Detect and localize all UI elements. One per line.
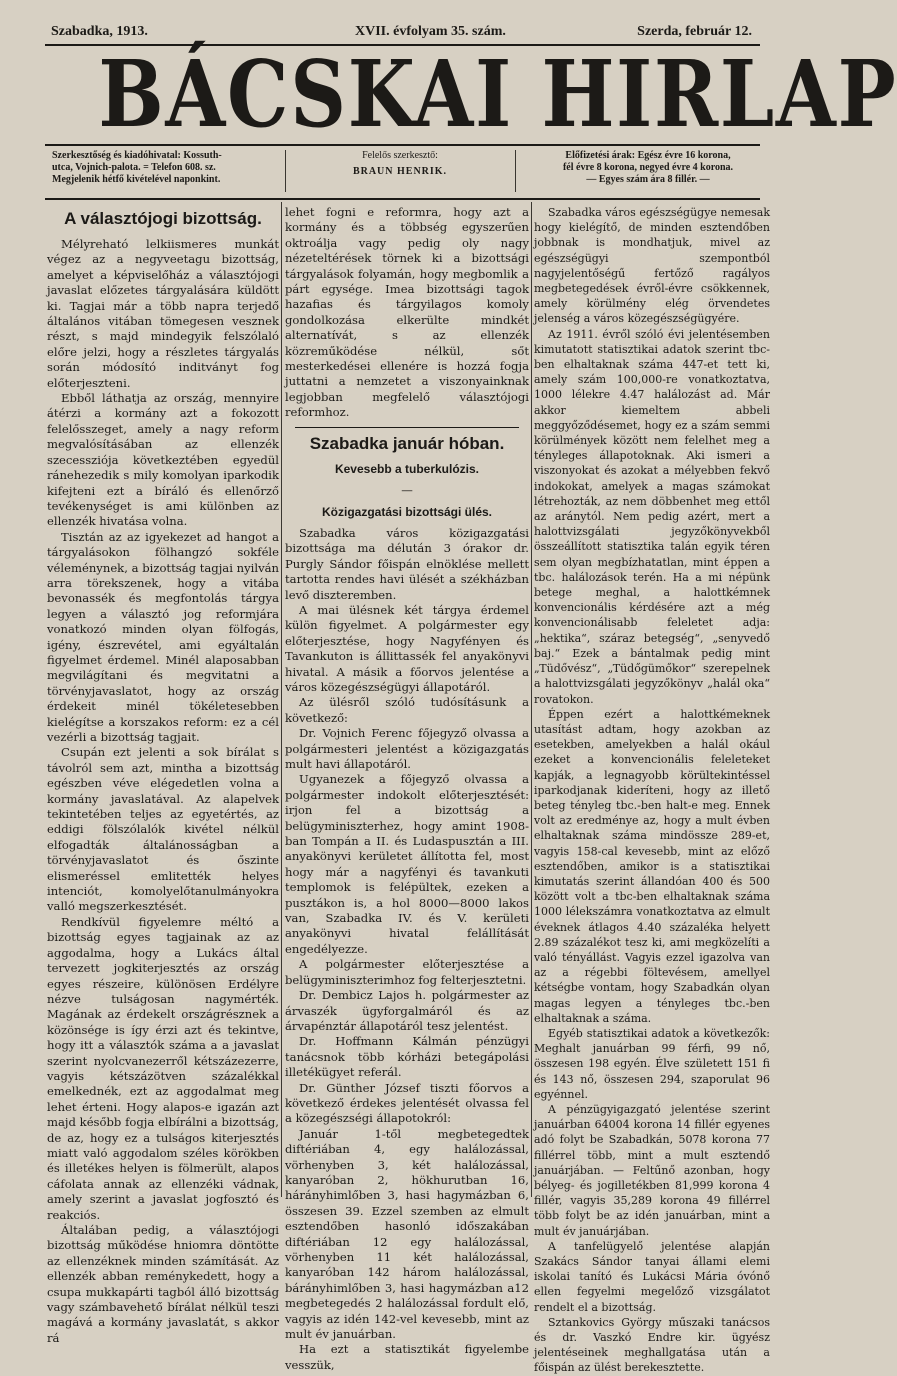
article-paragraph: A polgármester előterjesztése a belügyminiszterimhoz fog felterjesztetni. [285, 957, 529, 987]
column-divider [281, 202, 282, 1197]
article-paragraph: Ebből láthatja az ország, mennyire átérzi a kormány azt a fokozott felelősszeget, amely a nagy reform megvalósításában az ellenzék szecessziója következtében egyedül ránehezedik s mily komolyan iparkodik kifejteni ezt a bíráló és ellenőrző tevékenységet is ami különben az ellenzék hivatása volna. [47, 391, 279, 529]
article-paragraph: Egyéb statisztikai adatok a következők: Meghalt januárban 99 férfi, 99 nő, összesen 198 egyén. Élve született 151 fi és 143 nő, összesen 294, szaporulat 96 egyénnel. [534, 1026, 770, 1101]
column-1 [47, 205, 279, 1345]
issue-volume: XVII. évfolyam 35. szám. [355, 24, 506, 39]
price-line: Előfizetési árak: Egész évre 16 korona, [565, 150, 731, 161]
article-paragraph: Az 1911. évről szóló évi jelentésemben kimutatott statisztikai adatok szerint tbc-ben elhaltaknak száma 447-et tett ki, amely szám 100,000-re vonatkoztatva, 1000 lélekre 4.47 halálozást ad. Már akkor kiemeltem abbeli meggyőződésemet, hogy ez a szám semmi körülmények között nem felelhet meg a tényleges állapotoknak. Aki ismeri a viszonyokat és azokat a mélyebben fekvő indokokat, amelyek a magas számokat létrehozták, az nem döbbenhet meg ettől az aránytól. Nem pedig azért, mert a halottvizsgálati jegyzőkönyvekből összeállított statisztika talán egyik téren sem olyan megbízhatatlan, mint éppen a tbc. halálozások terén. Ha a mi népünk betege meghal, a halottkémnek konvencionális kérdésére azt a még konvencionálisabb feleletet adja: „hektika“, száraz betegség“, „senyvedő baj.“ Ezek a bántalmak pedig mint „Tüdővész“, „Tüdőgümőkor“ szerepelnek a halottvizsgálati jegyzőkönyv „halál oka“ rovatokon. [534, 327, 770, 706]
price-line: — Egyes szám ára 8 fillér. — [586, 174, 710, 185]
article-separator [295, 427, 519, 428]
info-divider [515, 150, 516, 192]
article-paragraph: Január 1-től megbetegedtek diftériában 4, egy halálozással, vörhenyben 3, két halálozással, kanyaróban 2, hökhurutban 16, hárányhimlőben 3, hasi hagymázban 6, összesen 39. Ezzel szemben az elmult esztendőben hasonló időszakában diftériában 12 egy halálozással, vörhenyben 11 két halálozással, kanyaróban 142 három halálozással, bárányhimlőben 3, hasi hagymázban a12 megbetegedés 2 halálozással fordult elő, vagyis az idén 142-vel kevesebb, mint az mult év januárban. [285, 1126, 529, 1342]
info-rule [45, 198, 760, 200]
issue-place-year: Szabadka, 1913. [51, 24, 148, 39]
article-paragraph: Szabadka város közigazgatási bizottsága ma délután 3 órakor dr. Purgly Sándor főispán elnöklése mellett tartotta rendes havi ülését a székházban levő diszteremben. [285, 525, 529, 602]
article-paragraph: Tisztán az az igyekezet ad hangot a tárgyalásokon fölhangzó sokféle véleménynek, a bizottság tagjai nyilván arra törekszenek, hogy a vitába bevonassék és megfontolás tárgya legyen a választó jog reformjára vonatkozó minden olyan fölfogás, igény, észrevétel, ami egyáltalán figyelmet érdemel. Minél alaposabban megvilágítani és megvitatni a törvényjavaslatot, hogy az ország érdekeit minél tökéletesebben kielégítse a korszakos reform: ez a cél vezérli a bizottság tagjait. [47, 529, 279, 744]
office-line: Szerkesztőség és kiadóhivatal: Kossuth- [52, 150, 222, 161]
article-paragraph: A tanfelügyelő jelentése alapján Szakács Sándor tanyai állami elemi iskolai tanító és Lukácsi Mária óvónő ellen fegyelmi megelőző vizsgálatot rendelt el a bizottság. [534, 1239, 770, 1314]
article-headline: A választójogi bizottság. [64, 209, 262, 228]
editor-info [300, 150, 500, 178]
article-paragraph: Ha ezt a statisztikát figyelembe vesszük, [285, 1342, 529, 1372]
article-paragraph: A pénzügyigazgató jelentése szerint januárban 64004 korona 14 fillér egyenes adó folyt be Szabadkán, 5078 korona 77 fillérrel több, mint a mult esztendő januárjában. — Feltűnő azonban, hogy bélyeg- és jogilletékben 81,999 korona 4 fillér, vagyis 35,289 korona 49 fillérrel több folyt be az idén januárban, mint a mult év januárjában. [534, 1102, 770, 1238]
article-paragraph: Dr. Dembicz Lajos h. polgármester az árvaszék ügyforgalmáról és az árvapénztár állapotáról tesz jelentést. [285, 988, 529, 1033]
article-paragraph: Éppen ezért a halottkémeknek utasítást adtam, hogy azokban az esetekben, amelyekben a halál okául ezeket a konvencionális feleleteket kapják, a legnagyobb körültekintéssel iparkodjanak kideríteni, hogy az illető beteg tényleg tbc.-ben halt-e meg. Ennek volt az eredménye az, hogy a mult évben elhaltaknak száma mindössze 289-et, vagyis 158-cal kevesebb, mint az előző esztendőben, amikor is a statisztikai kimutatás szerint állandóan 400 és 500 között volt a tbc-ben elhaltaknak száma 1000 lélekszámra vonatkoztatva az elmult éveknek átlagos 4.40 százaléka helyett 2.89 százalékot tesz ki, ami megközelíti a való tényállást. Vagyis ezzel igazolva van az a régebbi föltevésem, amellyel kétségbe vontam, hogy Szabadkán olyan magas legyen a tényleges tbc.-ben elhaltaknak a száma. [534, 707, 770, 1025]
article-paragraph: Rendkívül figyelemre méltó a bizottság egyes tagjainak az az aggodalma, hogy a Lukács által tervezett jogkiterjesztés az ország egyes részeire, különösen Erdélyre nézve tulságosan nagymérték. Magának az érdekelt országrésznek a közönsége is így érzi azt és tekintve, hogy itt a választók száma a a javaslat szerint nyolcvanezerről kétszázezerre, vagyis kétszázötven százalékkal emelkednék, ezt az aggodalmat meg lehet érteni. Hogy alapos-e igazán azt majd később fogja elbírálni a bizottság, de az, hogy ez a tulságos kiterjesztés miatt való aggodalom széles körökben és illetékes helyen is fölmerült, alapos cáfolata annak az ellenzéki vádnak, amely szerint a javaslat jogfosztó és reakciós. [47, 914, 279, 1222]
price-info [528, 150, 768, 186]
article-paragraph: Dr. Hoffmann Kálmán pénzügyi tanácsnok több kórházi betegápolási illetékügyet referál. [285, 1034, 529, 1080]
article-paragraph: Dr. Vojnich Ferenc főjegyző olvassa a polgármesteri jelentést a közigazgatás mult havi állapotáról. [285, 726, 529, 771]
dash-separator: — [401, 483, 413, 498]
article-paragraph: lehet fogni e reformra, hogy azt a kormány és a többség egyszerűen oktroálja vagy pedig oly nagy nézeteltérések törnek ki a bizottsági tárgyalások folyamán, hogy megbomlik a párt egysége. Imea bizottsági tagok hazafias és tárgyilagos komoly gondolkozása elkerülte mindkét alternatívát, s az ellenzék közreműködése nélkül, sőt mesterkedései ellenére is hozzá fogja juttatni a nemzetet a viszonyainknak legjobban megfelelő választójogi reformhoz. [285, 205, 529, 420]
office-line: Megjelenik hétfő kivételével naponkint. [52, 174, 221, 185]
editor-label: Felelős szerkesztő: [362, 150, 438, 161]
article-subheadline: Kevesebb a tuberkulózis. [334, 461, 480, 476]
price-line: fél évre 8 korona, negyed évre 4 korona. [562, 162, 734, 173]
newspaper-title: BÁCSKAI HIRLAP [98, 40, 897, 148]
article-subheadline: Közigazgatási bizottsági ülés. [321, 504, 493, 519]
article-paragraph: Dr. Günther József tiszti főorvos a következő érdekes jelentését olvassa fel a közegészségi állapotokról: [285, 1080, 529, 1126]
column-divider [531, 202, 532, 1197]
article-paragraph: Szabadka város egészségügye nemesak hogy kielégítő, de minden esztendőben jobbnak is mondhatjuk, mivel az egészségügyi szempontból nagyjelentőségű fertőző ragályos megbetegedések évről-évre csökkennek, amely körülmény elég örvendetes jelenség a város közegészségügyére. [534, 206, 770, 326]
issue-date: Szerda, február 12. [637, 24, 752, 39]
office-info [52, 150, 272, 186]
info-divider [285, 150, 286, 192]
editor-name: BRAUN HENRIK. [352, 166, 448, 177]
article-paragraph: Csupán ezt jelenti a sok bírálat s távolról sem azt, mintha a bizottság egészben véve elégedetlen volna a kormány javaslatával. Az alapelvek tekintetében teljes az egyetértés, az eddigi fölszólalók kivétel nélkül elfogadták általánosságban a törvényjavaslatot és őszinte elismeréssel emlitették helyes intenciót, komolyelőtanulmányokra valló megszerkesztését. [47, 745, 279, 914]
article-paragraph: Ugyanezek a főjegyző olvassa a polgármester indokolt előterjesztését: irjon fel a bizottság a belügyminiszterhez, hogy amint 1908-ban Tompán a II. és Ludaspusztán a III. anyakönyvi kerületet állította fel, most hogy már a nagyfényi és tavankuti templomok is felépültek, ezeken a pusztákon is, a hol 8000—8000 lakos van, Szabadka IV. és V. kerületi anyakönyvi hivatal felállítását engedélyezze. [285, 772, 529, 956]
article-paragraph: Mélyreható lelkiismeres munkát végez az a negyveetagu bizottság, amelyet a képviselőház a választójogi javaslat előzetes tárgyalására küldött ki. Tagjai már a több napra terjedő általános vitában tömegesen vesznek részt, s majd mindegyik felszólaló előre jelzi, hogy a részletes tárgyalás során módosító inditványt fog előterjeszteni. [47, 237, 279, 390]
article-paragraph: Az ülésről szóló tudósításunk a következő: [285, 695, 529, 725]
column-2 [285, 205, 529, 1372]
masthead-rule [45, 144, 760, 146]
office-line: utca, Vojnich-palota. = Telefon 608. sz. [52, 162, 216, 173]
column-3 [534, 205, 770, 1375]
article-paragraph: Általában pedig, a választójogi bizottság működése hniomra döntötte az ellenzéknek minden számítását. Az ellenzék abban reménykedett, hogy a csupa mukkapárti tagból álló bizottság vagy számbavehető bírálat nélkül teszi magává a kormány javaslatát, s akkor rá [47, 1223, 279, 1345]
article-paragraph: A mai ülésnek két tárgya érdemel külön figyelmet. A polgármester egy előterjesztése, hogy Nagyfényen és Tavankuton is állittassék fel anyakönyvi hivatal. A másik a főorvos jelentése a város közegészségügyi állapotáról. [285, 602, 529, 694]
article-headline: Szabadka január hóban. [309, 433, 505, 453]
article-paragraph: Sztankovics György műszaki tanácsos és dr. Vaszkó Endre kir. ügyész jelentéseinek meghallgatása után a főispán az ülést berekesztette. [534, 1315, 770, 1375]
